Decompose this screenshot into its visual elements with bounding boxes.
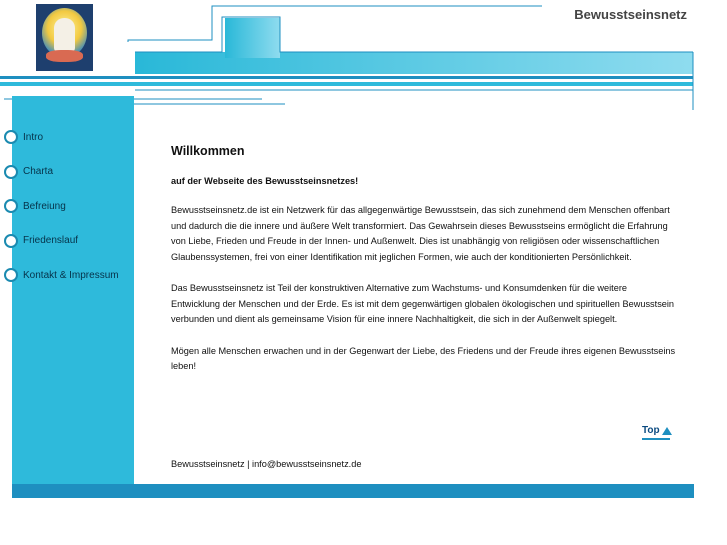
paragraph: Bewusstseinsnetz.de ist ein Netzwerk für das allgegenwärtige Bewusstsein, das sich zunehmend dem Menschen offenbart und dadurch die die innere und äußere Welt transformiert. Das Gewahrsein dieses Bewusstseins ermöglicht die Erfahrung von Liebe, Frieden und Freude in der Innen- und Außenwelt. Dies ist unabhängig von religiösen oder wissenschaftlichen Glaubenssystemen, frei von einer Identifikation mit jeglichen Formen, wie auch der konditionierten Persönlichkeit. bbox=[171, 205, 670, 262]
footer-bar bbox=[12, 484, 694, 498]
nav-item-label: Charta bbox=[23, 166, 54, 178]
bullet-icon bbox=[4, 130, 18, 144]
bullet-icon bbox=[4, 234, 18, 248]
top-link[interactable] bbox=[642, 425, 672, 436]
nav-item-kontakt[interactable] bbox=[4, 258, 144, 293]
sidebar-nav bbox=[4, 120, 144, 293]
top-link-underline bbox=[642, 438, 670, 440]
arrow-up-icon bbox=[662, 427, 672, 435]
page-subtitle: auf der Webseite des Bewusstseinsnetzes! bbox=[171, 175, 359, 186]
nav-item-label: Friedenslauf bbox=[23, 235, 79, 247]
nav-item-friedenslauf[interactable] bbox=[4, 224, 144, 259]
nav-item-befreiung[interactable] bbox=[4, 189, 144, 224]
site-title: Bewusstseinsnetz bbox=[574, 7, 687, 22]
paragraph: Das Bewusstseinsnetz ist Teil der konstruktiven Alternative zum Wachstums- und Konsumdenken für die weitere Entwicklung der Menschen und der Erde. Es ist mit dem gegenwärtigen globalen ökologischen und spirituellen Bewusstsein verbunden und dient als gemeinsame Vision für eine innere Nachhaltigkeit, die sich in der Außenwelt spiegelt. bbox=[171, 283, 675, 324]
bullet-icon bbox=[4, 165, 18, 179]
nav-item-label: Befreiung bbox=[23, 200, 66, 212]
nav-item-charta[interactable] bbox=[4, 155, 144, 190]
top-link-label: Top bbox=[642, 425, 660, 436]
main-content bbox=[171, 144, 676, 391]
nav-item-intro[interactable] bbox=[4, 120, 144, 155]
header-decoration bbox=[0, 0, 727, 110]
nav-item-label: Kontakt & Impressum bbox=[23, 269, 119, 281]
bullet-icon bbox=[4, 199, 18, 213]
page-title: Willkommen bbox=[171, 144, 245, 158]
nav-item-label: Intro bbox=[23, 131, 44, 143]
footer-text: Bewusstseinsnetz | info@bewusstseinsnetz.de bbox=[171, 459, 362, 469]
paragraph: Mögen alle Menschen erwachen und in der Gegenwart der Liebe, des Friedens und der Freude ihres eigenen Bewusstseins leben! bbox=[171, 345, 676, 371]
bullet-icon bbox=[4, 268, 18, 282]
